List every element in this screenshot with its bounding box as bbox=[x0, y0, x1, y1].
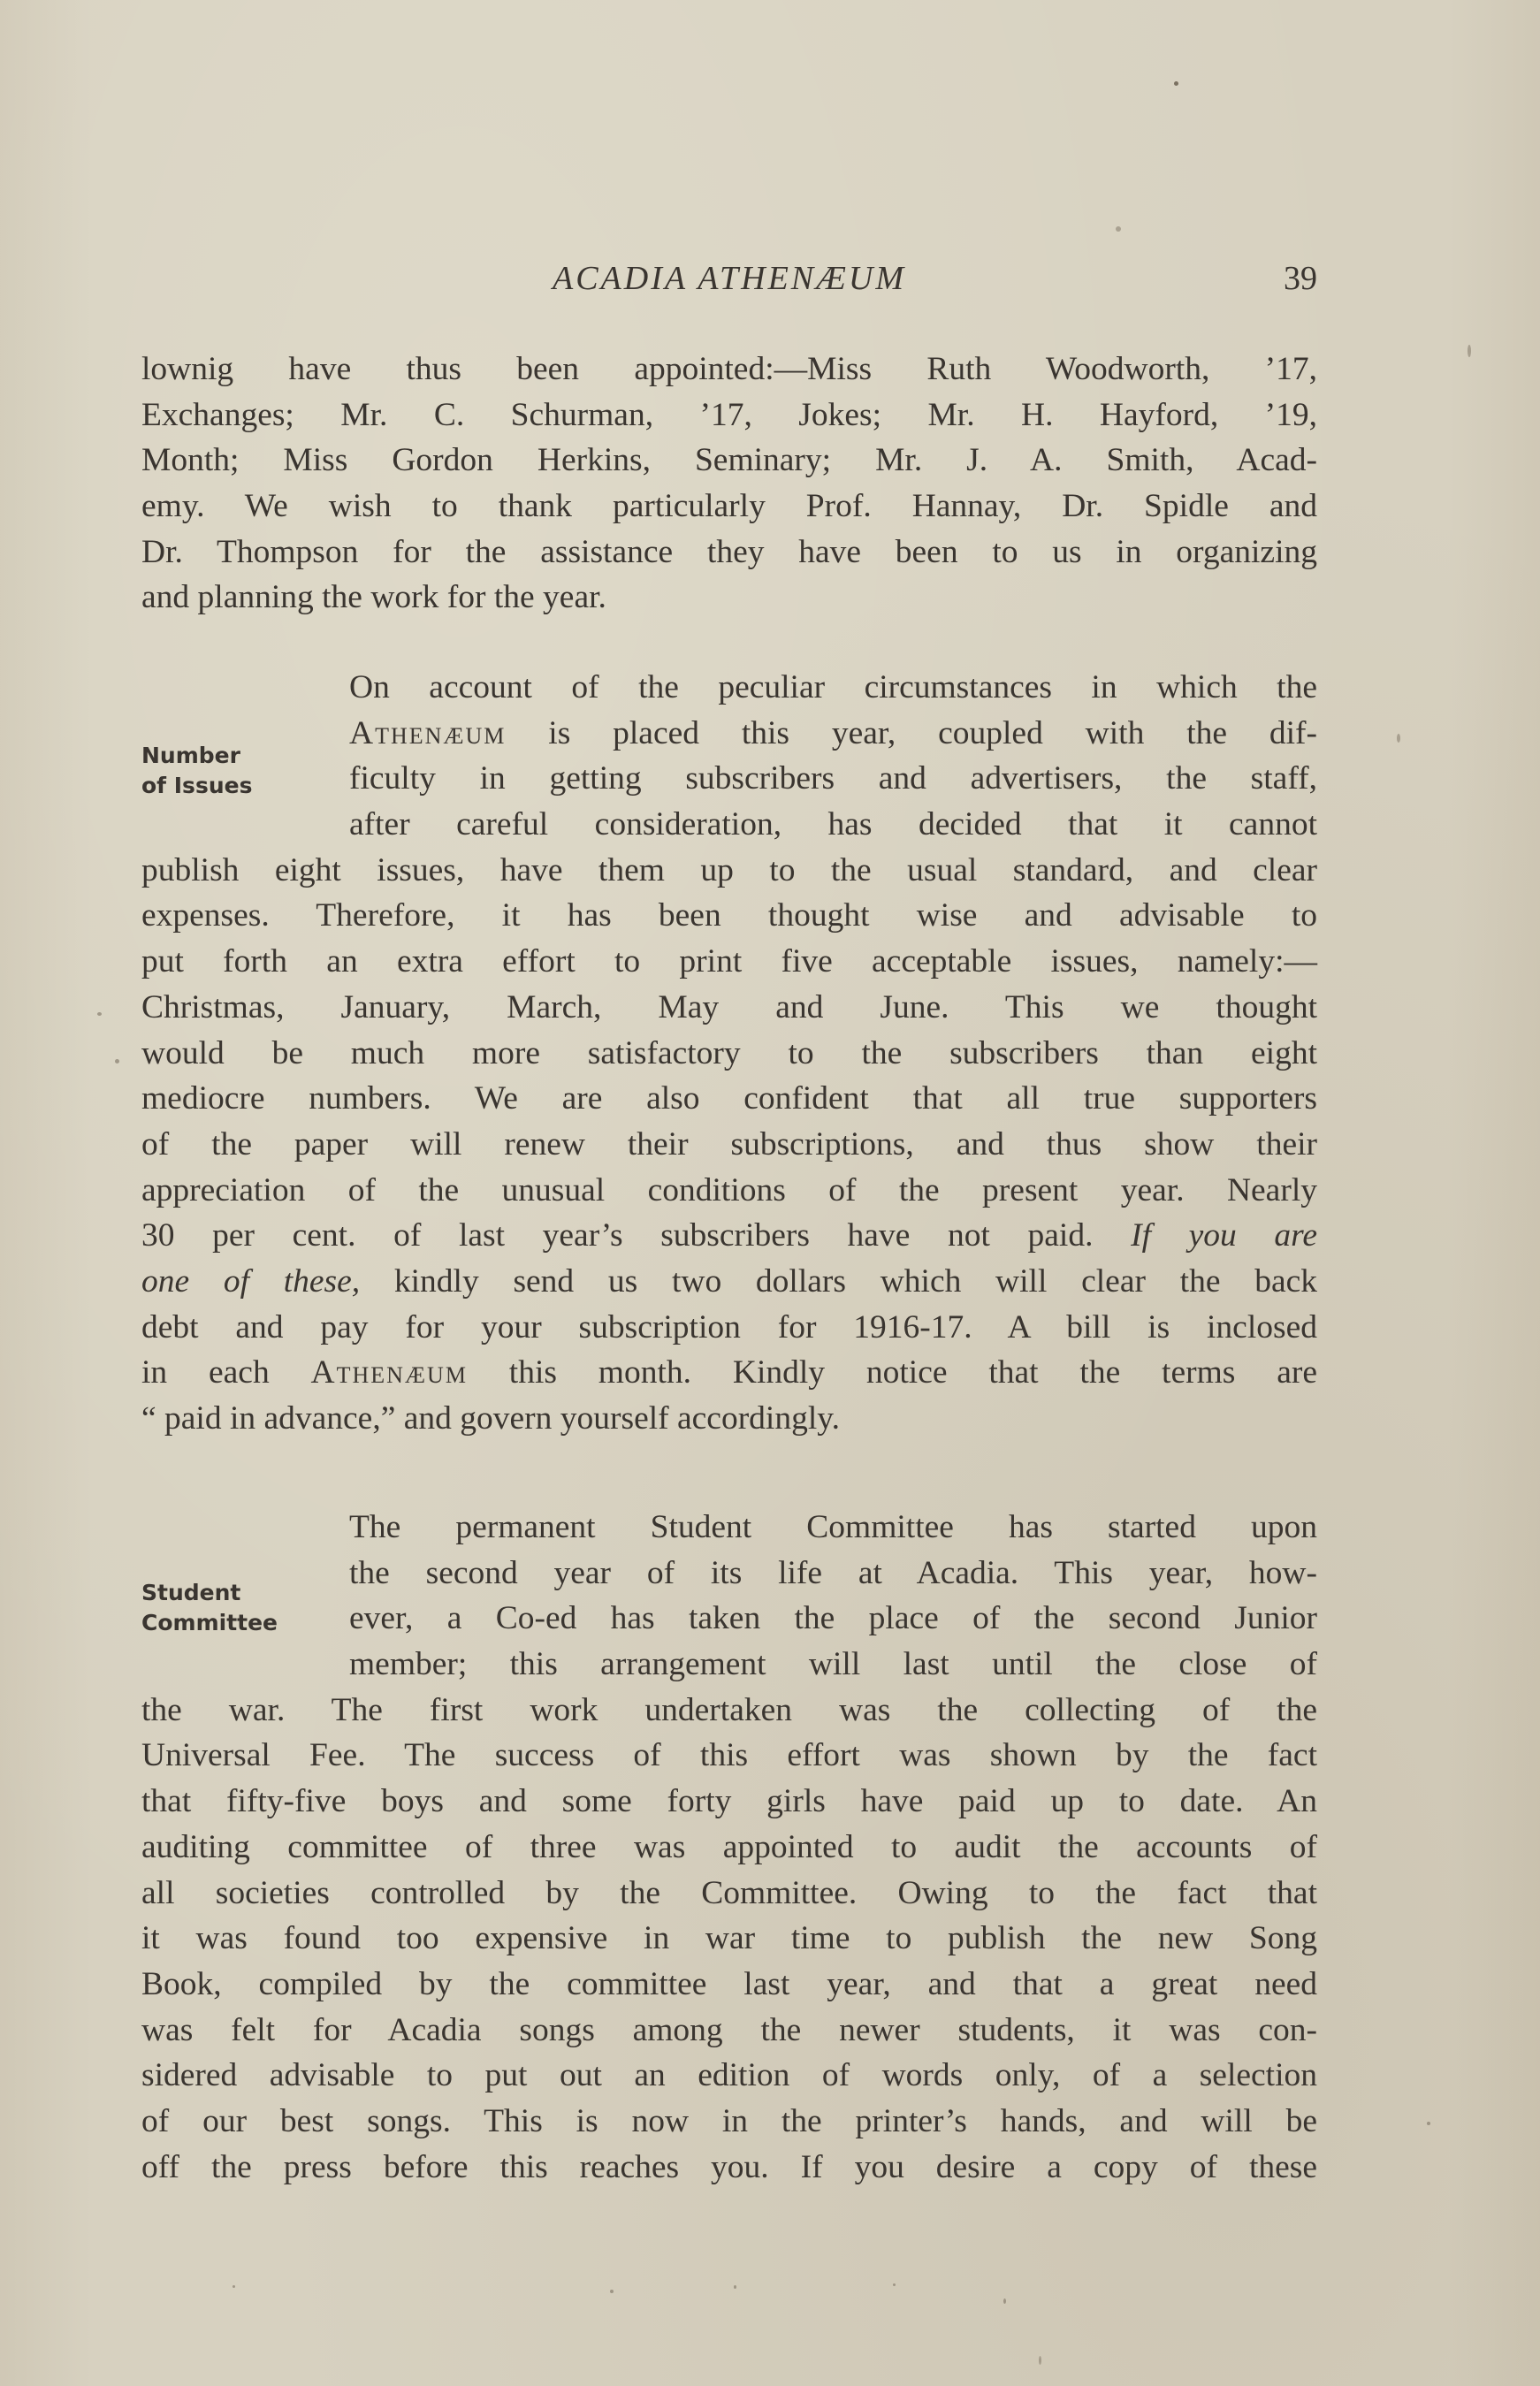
text-line: “ paid in advance,” and govern yourself accordingly. bbox=[141, 1400, 840, 1437]
committee-paragraph bbox=[141, 1505, 1317, 2190]
text-line: that fifty-five boys and some forty girls have paid up to date. An bbox=[141, 1783, 1317, 1820]
text-line: all societies controlled by the Committee. Owing to the fact that bbox=[141, 1874, 1317, 1911]
text-fragment: is placed this year, coupled with the dif- bbox=[506, 714, 1317, 751]
text-line: it was found too expensive in war time to publish the new Song bbox=[141, 1920, 1317, 1957]
text-line: put forth an extra effort to print five acceptable issues, namely:— bbox=[141, 943, 1317, 980]
intro-paragraph bbox=[141, 347, 1317, 621]
text-line: the war. The first work undertaken was the collecting of the bbox=[141, 1691, 1317, 1728]
scan-speck bbox=[1397, 734, 1400, 743]
text-line: the second year of its life at Acadia. This year, how- bbox=[349, 1554, 1317, 1591]
text-line: appreciation of the unusual conditions of the present year. Nearly bbox=[141, 1171, 1317, 1208]
text-line: was felt for Acadia songs among the newer students, it was con- bbox=[141, 2011, 1317, 2048]
text-line: of the paper will renew their subscriptions, and thus show their bbox=[141, 1125, 1317, 1163]
athenaeum-name: Athenæum bbox=[310, 1354, 468, 1391]
text-line bbox=[141, 711, 1317, 757]
text-line: publish eight issues, have them up to the usual standard, and clear bbox=[141, 851, 1317, 888]
scan-speck bbox=[893, 2283, 896, 2286]
italic-fragment: If you are bbox=[1131, 1217, 1317, 1254]
sidenote-line: Student bbox=[141, 1580, 241, 1605]
text-line: emy. We wish to thank particularly Prof. Hannay, Dr. Spidle and bbox=[141, 488, 1317, 525]
text-line: The permanent Student Committee has started upon bbox=[349, 1509, 1317, 1545]
text-fragment: in each bbox=[141, 1354, 311, 1391]
text-line: off the press before this reaches you. If you desire a copy of these bbox=[141, 2148, 1317, 2185]
scan-speck bbox=[734, 2285, 736, 2289]
sidenote-line: Committee bbox=[141, 1610, 278, 1635]
text-line: expenses. Therefore, it has been thought wise and advisable to bbox=[141, 897, 1317, 934]
scan-speck bbox=[233, 2285, 235, 2288]
scan-speck bbox=[1116, 226, 1121, 232]
italic-fragment: one of these, bbox=[141, 1262, 361, 1300]
page-number: 39 bbox=[1284, 260, 1317, 297]
text-line: On account of the peculiar circumstances in which the bbox=[349, 669, 1317, 705]
sidenote-line: of Issues bbox=[141, 773, 253, 798]
text-line bbox=[141, 1350, 1317, 1396]
text-line: debt and pay for your subscription for 1916-17. A bill is inclosed bbox=[141, 1308, 1317, 1345]
text-line: would be much more satisfactory to the subscribers than eight bbox=[141, 1034, 1317, 1071]
text-line bbox=[141, 1213, 1317, 1259]
text-line: ever, a Co-ed has taken the place of the second Junior bbox=[349, 1600, 1317, 1637]
text-line: Exchanges; Mr. C. Schurman, ’17, Jokes; Mr. H. Hayford, ’19, bbox=[141, 396, 1317, 433]
text-line: auditing committee of three was appointed to audit the accounts of bbox=[141, 1828, 1317, 1865]
text-line: Christmas, January, March, May and June. This we thought bbox=[141, 988, 1317, 1025]
text-line: lownig have thus been appointed:—Miss Ruth Woodworth, ’17, bbox=[141, 351, 1317, 387]
text-fragment: kindly send us two dollars which will clear the back bbox=[360, 1262, 1317, 1300]
running-head bbox=[141, 256, 1317, 301]
scan-speck bbox=[1003, 2298, 1006, 2304]
text-line bbox=[141, 1259, 1317, 1305]
scan-speck bbox=[610, 2290, 614, 2293]
text-line: ficulty in getting subscribers and advertisers, the staff, bbox=[349, 760, 1317, 797]
scan-speck bbox=[115, 1059, 119, 1063]
text-line: Book, compiled by the committee last year, and that a great need bbox=[141, 1965, 1317, 2002]
text-line: and planning the work for the year. bbox=[141, 579, 606, 616]
text-line: after careful consideration, has decided that it cannot bbox=[349, 806, 1317, 843]
scan-speck bbox=[97, 1012, 102, 1016]
text-fragment: this month. Kindly notice that the terms are bbox=[467, 1354, 1317, 1391]
issues-paragraph bbox=[141, 665, 1317, 1442]
scan-speck bbox=[1427, 2122, 1430, 2125]
text-line: Universal Fee. The success of this effort was shown by the fact bbox=[141, 1737, 1317, 1774]
scan-speck bbox=[1468, 345, 1471, 357]
text-line: Month; Miss Gordon Herkins, Seminary; Mr. J. A. Smith, Acad- bbox=[141, 442, 1317, 479]
scan-speck bbox=[1039, 2356, 1041, 2365]
text-line: sidered advisable to put out an edition of words only, of a selection bbox=[141, 2057, 1317, 2094]
sidenote-line: Number bbox=[141, 743, 240, 768]
text-line: member; this arrangement will last until the close of bbox=[349, 1646, 1317, 1683]
text-line: Dr. Thompson for the assistance they have been to us in organizing bbox=[141, 533, 1317, 570]
running-title: ACADIA ATHENÆUM bbox=[552, 260, 907, 297]
scan-speck bbox=[1174, 81, 1178, 86]
text-fragment: 30 per cent. of last year’s subscribers have not paid. bbox=[141, 1217, 1132, 1254]
text-line: mediocre numbers. We are also confident that all true supporters bbox=[141, 1080, 1317, 1117]
athenaeum-name: Athenæum bbox=[349, 714, 507, 751]
text-line: of our best songs. This is now in the printer’s hands, and will be bbox=[141, 2102, 1317, 2139]
